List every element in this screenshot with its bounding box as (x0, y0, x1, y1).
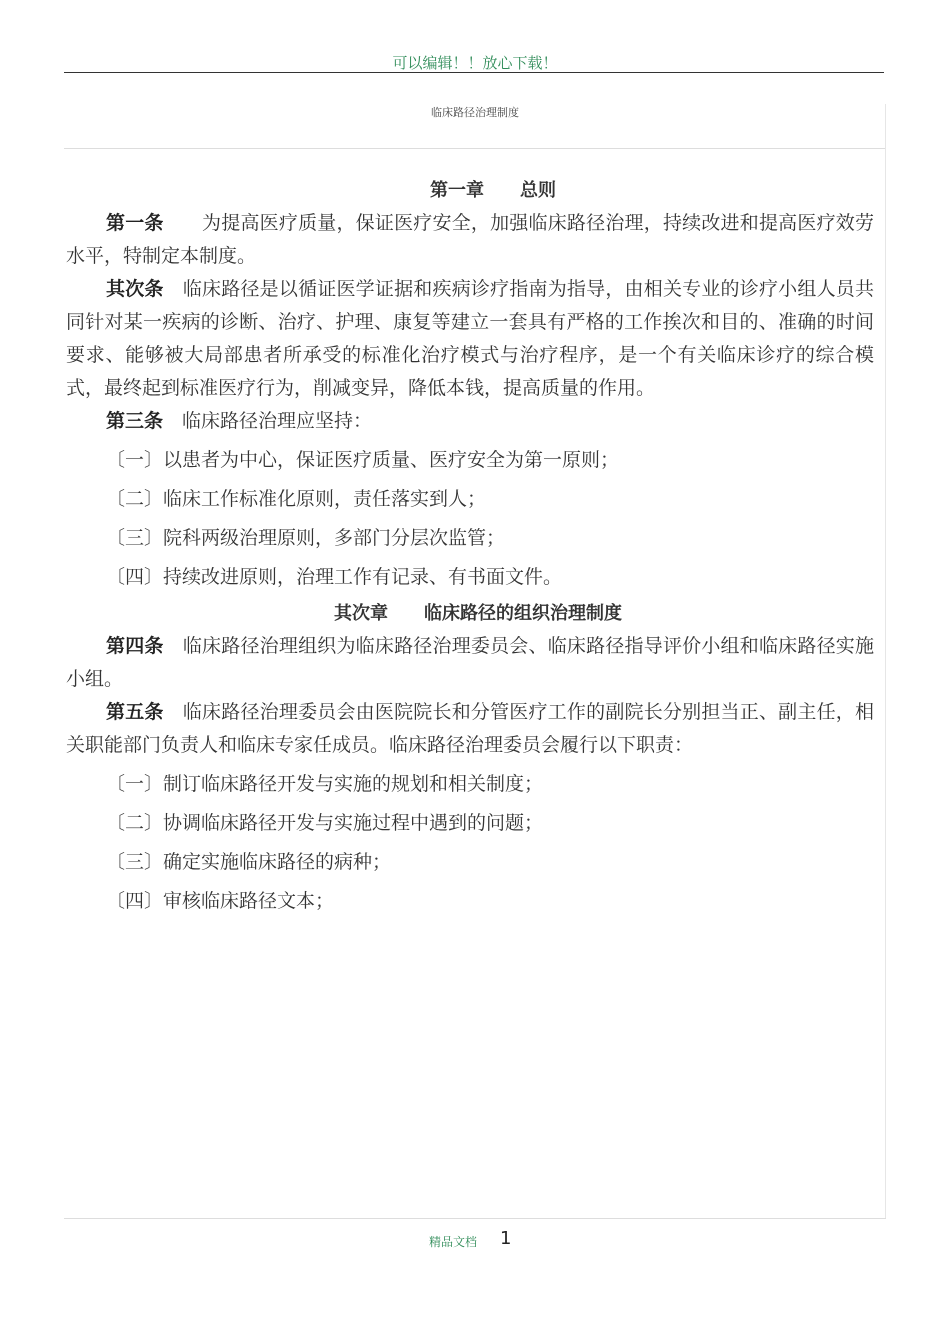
download-banner: 可以编辑！！放心下载！ (392, 54, 558, 72)
running-header-title: 临床路径治理制度 (431, 106, 519, 119)
article-label: 第三条 (106, 410, 164, 432)
list-item: 〔三〕院科两级治理原则，多部门分层次监管； (106, 527, 506, 549)
chapter-heading: 其次章 临床路径的组织治理制度 (334, 603, 622, 624)
footer-divider (64, 1218, 886, 1219)
article-label: 第四条 (106, 635, 164, 657)
article-text: 临床路径是以循证医学证据和疾病诊疗指南为指导，由相关专业的诊疗小组人员共同针对某一疾病的诊断、治疗、护理、康复等建立一套具有严格的工作挨次和目的、准确的时间要求、能够被大局部患者所承受的标准化治疗模式与治疗程序，是一个有关临床诊疗的综合模式，最终起到标准医疗行为，削减变异，降低本钱，提高质量的作用。 (66, 278, 874, 399)
article-paragraph (66, 273, 874, 405)
article-label: 第五条 (106, 701, 164, 723)
article-text: 临床路径治理应坚持： (182, 410, 373, 432)
article-label: 第一条 (106, 212, 164, 234)
chapter-heading: 第一章 总则 (430, 180, 556, 201)
list-item: 〔二〕协调临床路径开发与实施过程中遇到的问题； (106, 812, 544, 834)
list-item: 〔一〕以患者为中心，保证医疗质量、医疗安全为第一原则； (106, 449, 620, 471)
article-paragraph (66, 207, 874, 273)
page-number: 1 (500, 1228, 512, 1249)
article-paragraph (66, 405, 874, 438)
article-label: 其次条 (106, 278, 164, 300)
article-paragraph (66, 630, 874, 696)
article-text: 临床路径治理组织为临床路径治理委员会、临床路径指导评价小组和临床路径实施小组。 (66, 635, 874, 690)
list-item: 〔二〕临床工作标准化原则，责任落实到人； (106, 488, 487, 510)
list-item: 〔三〕确定实施临床路径的病种； (106, 851, 392, 873)
list-item: 〔四〕持续改进原则，治理工作有记录、有书面文件。 (106, 566, 563, 588)
document-body (66, 176, 874, 921)
article-paragraph (66, 696, 874, 762)
page-right-border (885, 104, 886, 1218)
list-item: 〔一〕制订临床路径开发与实施的规划和相关制度； (106, 773, 544, 795)
article-text: 临床路径治理委员会由医院院长和分管医疗工作的副院长分别担当正、副主任，相关职能部门负责人和临床专家任成员。临床路径治理委员会履行以下职责： (66, 701, 874, 756)
footer-label: 精品文档 (429, 1235, 478, 1249)
banner-divider (64, 72, 884, 73)
list-item: 〔四〕审核临床路径文本； (106, 890, 335, 912)
article-text: 为提高医疗质量，保证医疗安全，加强临床路径治理，持续改进和提高医疗效劳水平，特制定本制度。 (66, 212, 874, 267)
header-divider (64, 148, 886, 149)
